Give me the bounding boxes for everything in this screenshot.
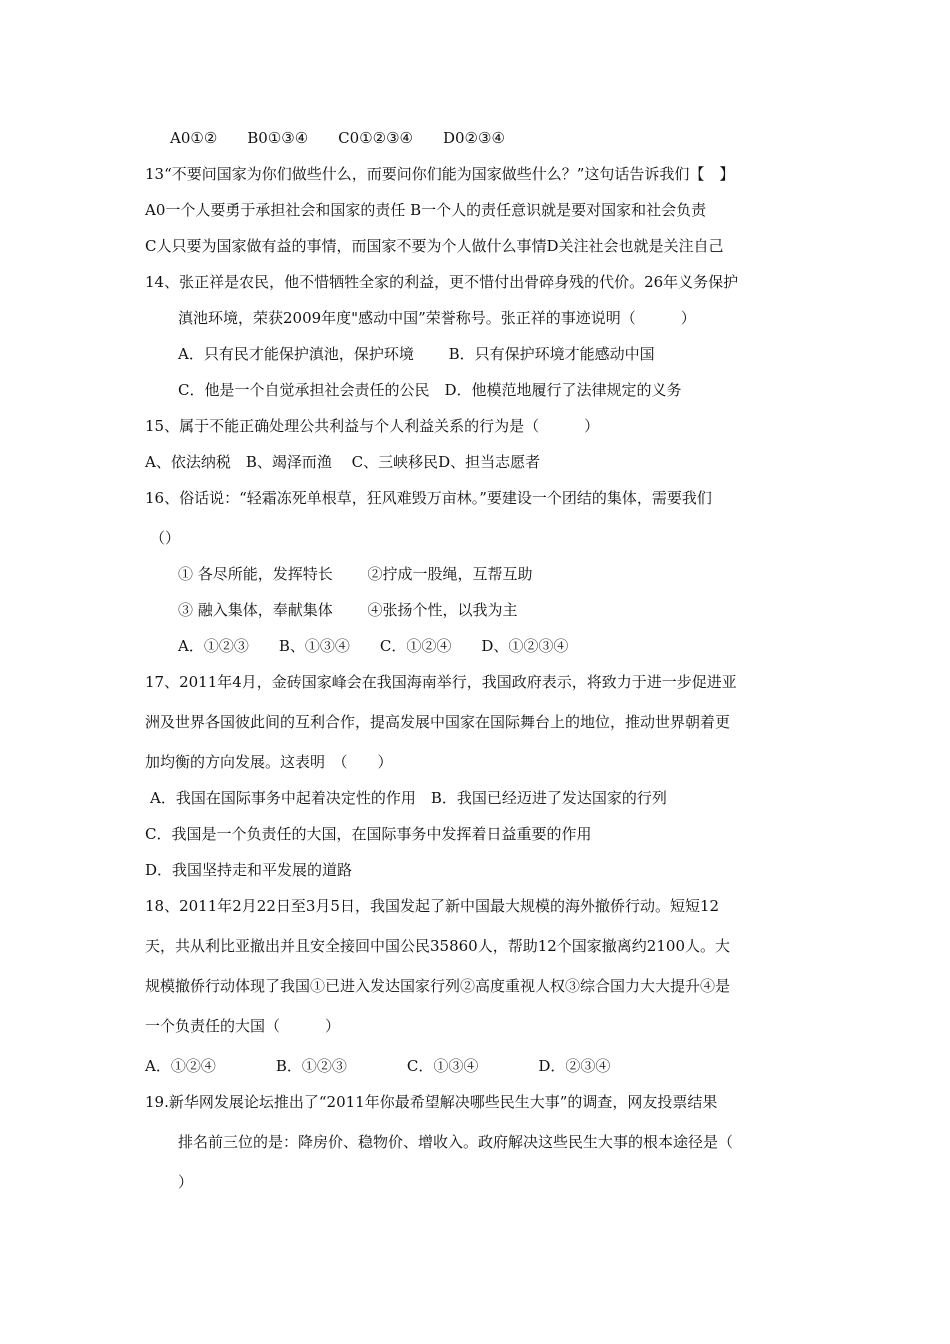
q18-stem: 18、2011年2月22日至3月5日，我国发起了新中国最大规模的海外撤侨行动。短短12 — [145, 897, 720, 915]
q17-option-d: D．我国坚持走和平发展的道路 — [145, 861, 353, 879]
q17-stem-cont1: 洲及世界各国彼此间的互利合作，提高发展中国家在国际舞台上的地位，推动世界朝着更 — [145, 713, 731, 731]
q16-paren: （） — [150, 529, 181, 547]
q17-stem-cont2: 加均衡的方向发展。这表明 （ ） — [145, 753, 393, 771]
q14-stem: 14、张正祥是农民，他不惜牺牲全家的利益，更不惜付出骨碎身残的代价。26年义务保护 — [145, 273, 739, 291]
q12-options: A0①② B0①③④ C0①②③④ D0②③④ — [170, 129, 505, 147]
q19-stem-cont: 排名前三位的是：降房价、稳物价、增收入。政府解决这些民生大事的根本途径是（ — [178, 1133, 734, 1151]
q14-option-ab: A．只有民才能保护滇池，保护环境 B．只有保护环境才能感动中国 — [178, 345, 655, 363]
q17-option-c: C．我国是一个负责任的大国，在国际事务中发挥着日益重要的作用 — [145, 825, 592, 843]
q19-stem: 19.新华网发展论坛推出了“2011年你最希望解决哪些民生大事”的调查，网友投票结果 — [145, 1093, 718, 1111]
q17-option-ab: A．我国在国际事务中起着决定性的作用 B．我国已经迈进了发达国家的行列 — [150, 789, 667, 807]
q15-stem: 15、属于不能正确处理公共利益与个人利益关系的行为是（ ） — [145, 417, 600, 435]
q19-paren-close: ） — [178, 1173, 194, 1191]
q16-options: A．①②③ B、①③④ C．①②④ D、①②③④ — [178, 637, 569, 655]
q16-item-1-2: ① 各尽所能，发挥特长 ②拧成一股绳，互帮互助 — [178, 565, 533, 583]
q18-stem-cont1: 天，共从利比亚撤出并且安全接回中国公民35860人，帮助12个国家撤离约2100人。大 — [145, 937, 730, 955]
q13-stem: 13“不要问国家为你们做些什么，而要问你们能为国家做些什么？”这句话告诉我们【 】 — [145, 165, 735, 183]
q13-option-cd: C人只要为国家做有益的事情，而国家不要为个人做什么事情D关注社会也就是关注自己 — [145, 237, 724, 255]
q18-stem-cont3: 一个负责任的大国（ ） — [145, 1017, 341, 1035]
q15-options: A、依法纳税 B、竭泽而渔 C、三峡移民D、担当志愿者 — [145, 453, 541, 471]
q14-option-cd: C．他是一个自觉承担社会责任的公民 D．他模范地履行了法律规定的义务 — [178, 381, 682, 399]
q16-item-3-4: ③ 融入集体，奉献集体 ④张扬个性，以我为主 — [178, 601, 518, 619]
q14-stem-cont: 滇池环境，荣获2009年度"感动中国”荣誉称号。张正祥的事迹说明（ ） — [178, 309, 696, 327]
q16-stem: 16、俗话说：“轻霜冻死单根草，狂风难毁万亩林。”要建设一个团结的集体，需要我们 — [145, 489, 712, 507]
q17-stem: 17、2011年4月，金砖国家峰会在我国海南举行，我国政府表示，将致力于进一步促进亚 — [145, 673, 737, 691]
q18-options: A．①②④ B．①②③ C．①③④ D．②③④ — [145, 1057, 611, 1075]
q13-option-ab: A0一个人要勇于承担社会和国家的责任 B一个人的责任意识就是要对国家和社会负责 — [145, 201, 707, 219]
q18-stem-cont2: 规模撤侨行动体现了我国①已进入发达国家行列②高度重视人权③综合国力大大提升④是 — [145, 977, 731, 995]
